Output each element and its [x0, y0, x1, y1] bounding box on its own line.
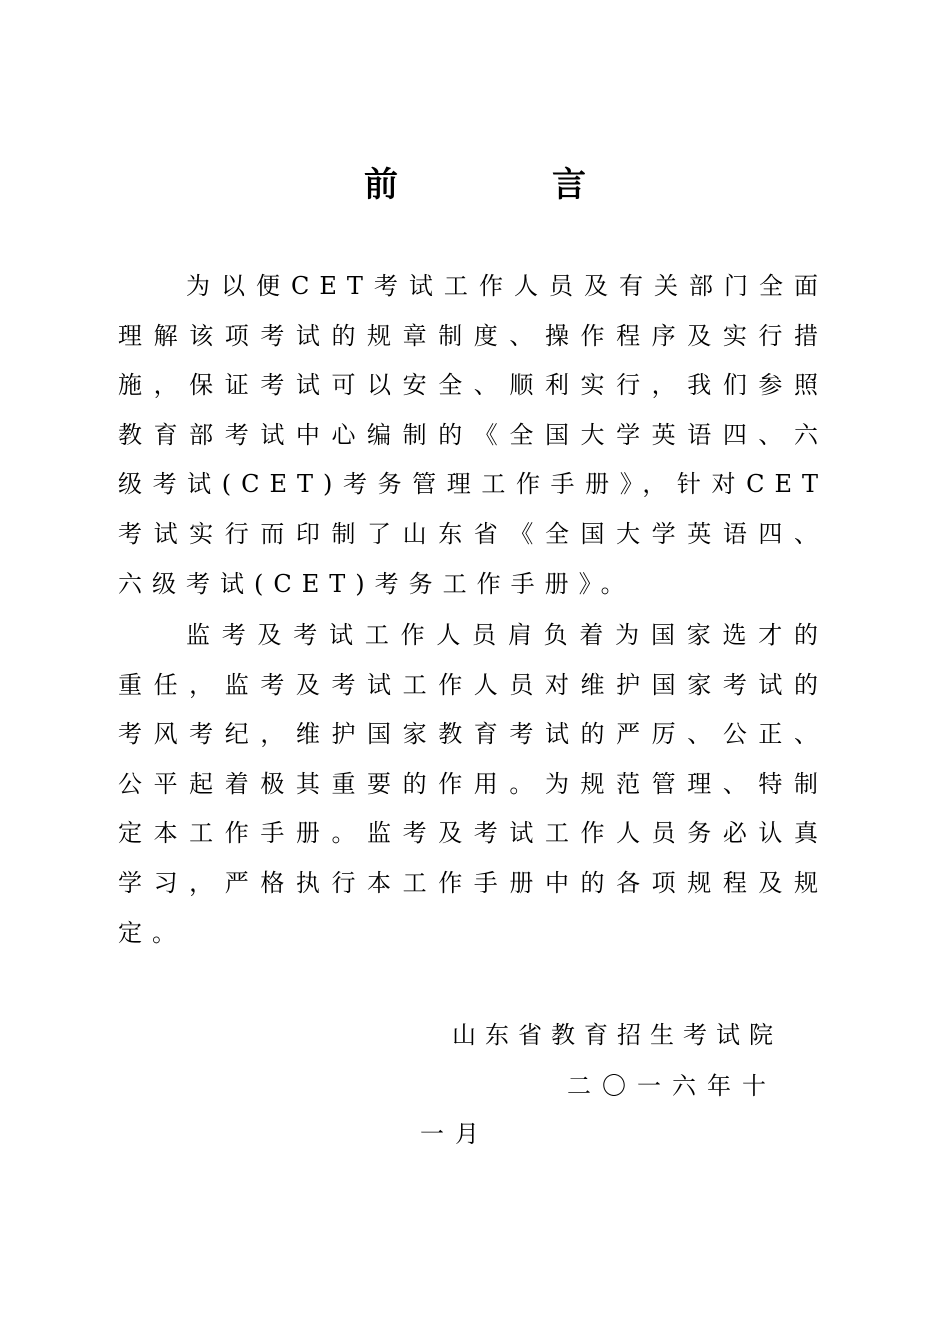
signature-organization: 山东省教育招生考试院 — [452, 1021, 782, 1049]
preface-paragraph-1: 为以便CET考试工作人员及有关部门全面理解该项考试的规章制度、操作程序及实行措施，保证考试可以安全、顺利实行，我们参照教育部考试中心编制的《全国大学英语四、六级考试(CET)考务管理工作手册》，针对CET考试实行而印制了山东省《全国大学英语四、六级考试(CET)考务工作手册》。 — [118, 272, 828, 598]
preface-paragraph-2: 监考及考试工作人员肩负着为国家选才的重任，监考及考试工作人员对维护国家考试的考风考纪，维护国家教育考试的严厉、公正、公平起着极其重要的作用。为规范管理、特制定本工作手册。监考及考试工作人员务必认真学习，严格执行本工作手册中的各项规程及规定。 — [118, 621, 828, 947]
page-title: 前 言 — [364, 165, 646, 205]
signature-date-line-1: 二〇一六年十 — [567, 1072, 777, 1100]
signature-date-line-2: 一月 — [420, 1120, 490, 1148]
